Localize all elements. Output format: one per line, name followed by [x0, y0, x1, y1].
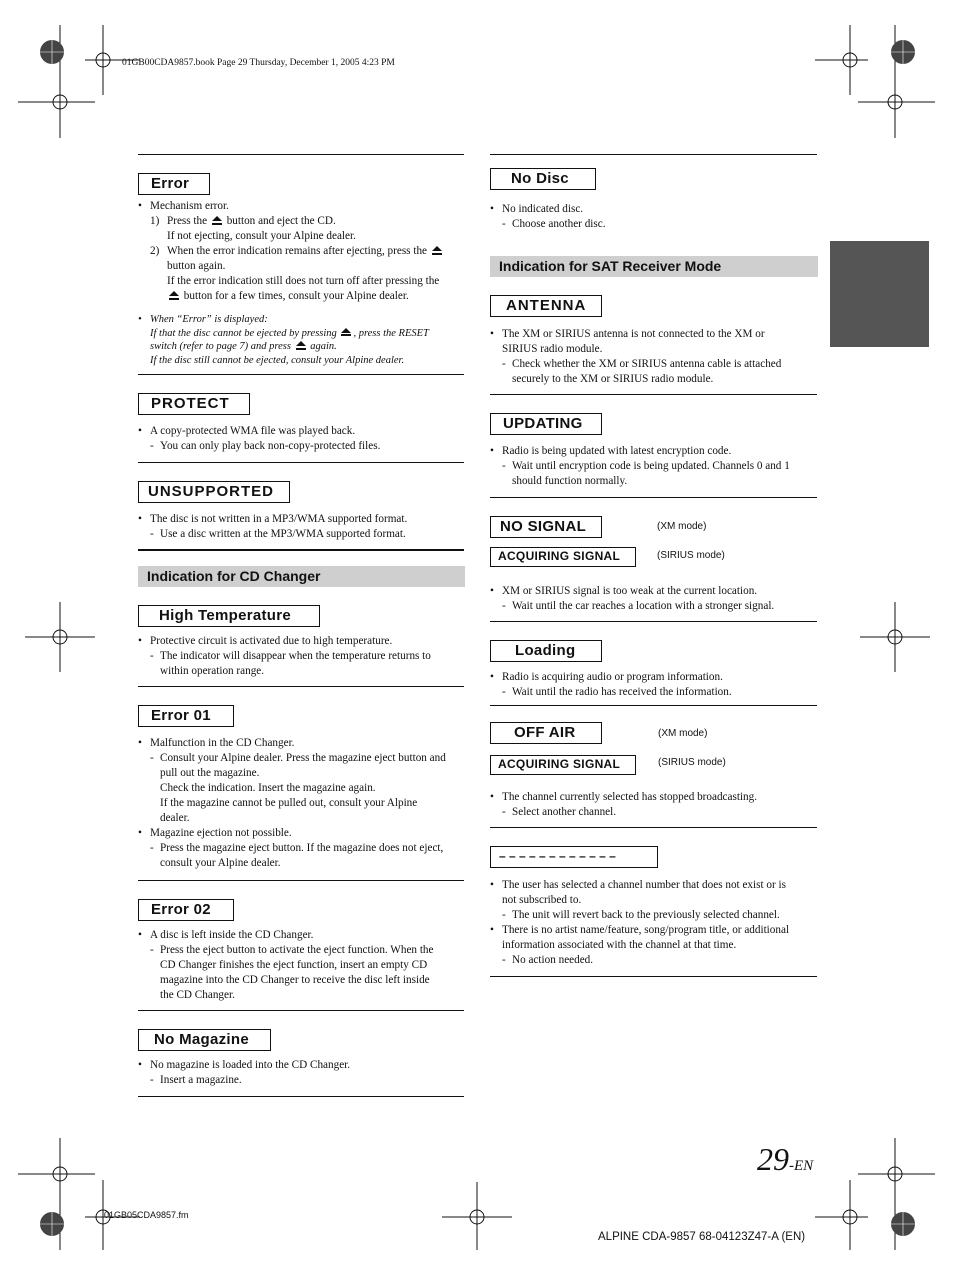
divider	[490, 394, 817, 395]
no-magazine-text: • No magazine is loaded into the CD Changer. - Insert a magazine.	[138, 1058, 468, 1088]
antenna-title: ANTENNA	[490, 295, 602, 317]
dashes-title: – – – – – – – – – – – –	[490, 846, 658, 868]
footer-model: ALPINE CDA-9857 68-04123Z47-A (EN)	[598, 1231, 806, 1243]
high-temperature-title: High Temperature	[138, 605, 320, 627]
protect-text: • A copy-protected WMA file was played back. - You can only play back non-copy-protected files.	[138, 424, 468, 454]
eject-icon	[169, 291, 179, 300]
header-line: 01GB00CDA9857.book Page 29 Thursday, December 1, 2005 4:23 PM	[122, 58, 395, 68]
xm-mode-label: (XM mode)	[657, 521, 707, 532]
divider	[138, 686, 464, 687]
no-signal-title: NO SIGNAL	[490, 516, 602, 538]
divider	[138, 1010, 464, 1011]
error02-title: Error 02	[138, 899, 234, 921]
unsupported-title: UNSUPPORTED	[138, 481, 290, 503]
no-disc-text: • No indicated disc. - Choose another disc.	[490, 202, 820, 232]
divider	[138, 1096, 464, 1097]
divider	[490, 621, 817, 622]
loading-text: • Radio is acquiring audio or program information. - Wait until the radio has received the information.	[490, 670, 820, 700]
sat-band: Indication for SAT Receiver Mode	[490, 256, 818, 277]
antenna-text: • The XM or SIRIUS antenna is not connected to the XM or SIRIUS radio module. - Check whether the XM or SIRIUS antenna cable is attached securely to the XM or SIRIUS radio module.	[490, 327, 820, 387]
divider	[490, 705, 817, 706]
cd-changer-band: Indication for CD Changer	[138, 566, 465, 587]
error-text: • Mechanism error. 1) Press the button and eject the CD. If not ejecting, consult your Alpine dealer. 2) When the error indication remains after ejecting, press the button again. If the error indication still does not turn off after pressing the button for a few times, consult your Alpine dealer.	[138, 199, 468, 304]
unsupported-text: • The disc is not written in a MP3/WMA supported format. - Use a disc written at the MP3/WMA supported format.	[138, 512, 468, 542]
footer-file: 01GB05CDA9857.fm	[104, 1210, 189, 1220]
divider	[138, 374, 464, 375]
no-disc-title: No Disc	[490, 168, 596, 190]
no-signal-text: • XM or SIRIUS signal is too weak at the current location. - Wait until the car reaches a location with a stronger signal.	[490, 584, 820, 614]
error02-text: • A disc is left inside the CD Changer. - Press the eject button to activate the eject function. When the CD Changer finishes the eject function, insert an empty CD magazine into the CD Changer to receive the disc left inside the CD Changer.	[138, 928, 468, 1003]
divider	[490, 497, 817, 498]
acquiring-signal-title: ACQUIRING SIGNAL	[490, 755, 636, 775]
error01-title: Error 01	[138, 705, 234, 727]
high-temperature-text: • Protective circuit is activated due to high temperature. - The indicator will disappear when the temperature returns to within operation range.	[138, 634, 468, 679]
page-number: 29-EN	[757, 1141, 814, 1177]
loading-title: Loading	[490, 640, 602, 662]
updating-title: UPDATING	[490, 413, 602, 435]
eject-icon	[432, 246, 442, 255]
error01-text: • Malfunction in the CD Changer. - Consult your Alpine dealer. Press the magazine eject button and pull out the magazine. Check the indication. Insert the magazine again. If the magazine cannot be pulled out, consult your Alpine dealer. • Magazine ejection not possible. - Press the magazine eject button. If the magazine does not eject, consult your Alpine dealer.	[138, 736, 468, 871]
eject-icon	[296, 341, 306, 350]
xm-mode-label: (XM mode)	[658, 728, 708, 739]
error-note: • When “Error” is displayed: If that the disc cannot be ejected by pressing , press the RESET switch (refer to page 7) and press again. If the disc still cannot be ejected, consult your Alpine dealer.	[138, 313, 468, 367]
side-tab	[830, 241, 929, 347]
off-air-title: OFF AIR	[490, 722, 602, 744]
protect-title: PROTECT	[138, 393, 250, 415]
divider	[138, 462, 464, 463]
divider	[490, 827, 817, 828]
divider	[490, 976, 817, 977]
divider	[138, 549, 464, 551]
eject-icon	[212, 216, 222, 225]
divider	[138, 154, 464, 155]
sirius-mode-label: (SIRIUS mode)	[658, 757, 726, 768]
updating-text: • Radio is being updated with latest encryption code. - Wait until encryption code is being updated. Channels 0 and 1 should function normally.	[490, 444, 820, 489]
error-title: Error	[138, 173, 210, 195]
off-air-text: • The channel currently selected has stopped broadcasting. - Select another channel.	[490, 790, 820, 820]
dashes-text: • The user has selected a channel number that does not exist or is not subscribed to. - The unit will revert back to the previously selected channel. • There is no artist name/feature, song/program title, or additional information associated with the channel at that time. - No action needed.	[490, 878, 820, 968]
no-magazine-title: No Magazine	[138, 1029, 271, 1051]
divider	[490, 154, 817, 155]
divider	[138, 880, 464, 881]
sirius-mode-label: (SIRIUS mode)	[657, 550, 725, 561]
acquiring-signal-title: ACQUIRING SIGNAL	[490, 547, 636, 567]
eject-icon	[341, 328, 351, 337]
